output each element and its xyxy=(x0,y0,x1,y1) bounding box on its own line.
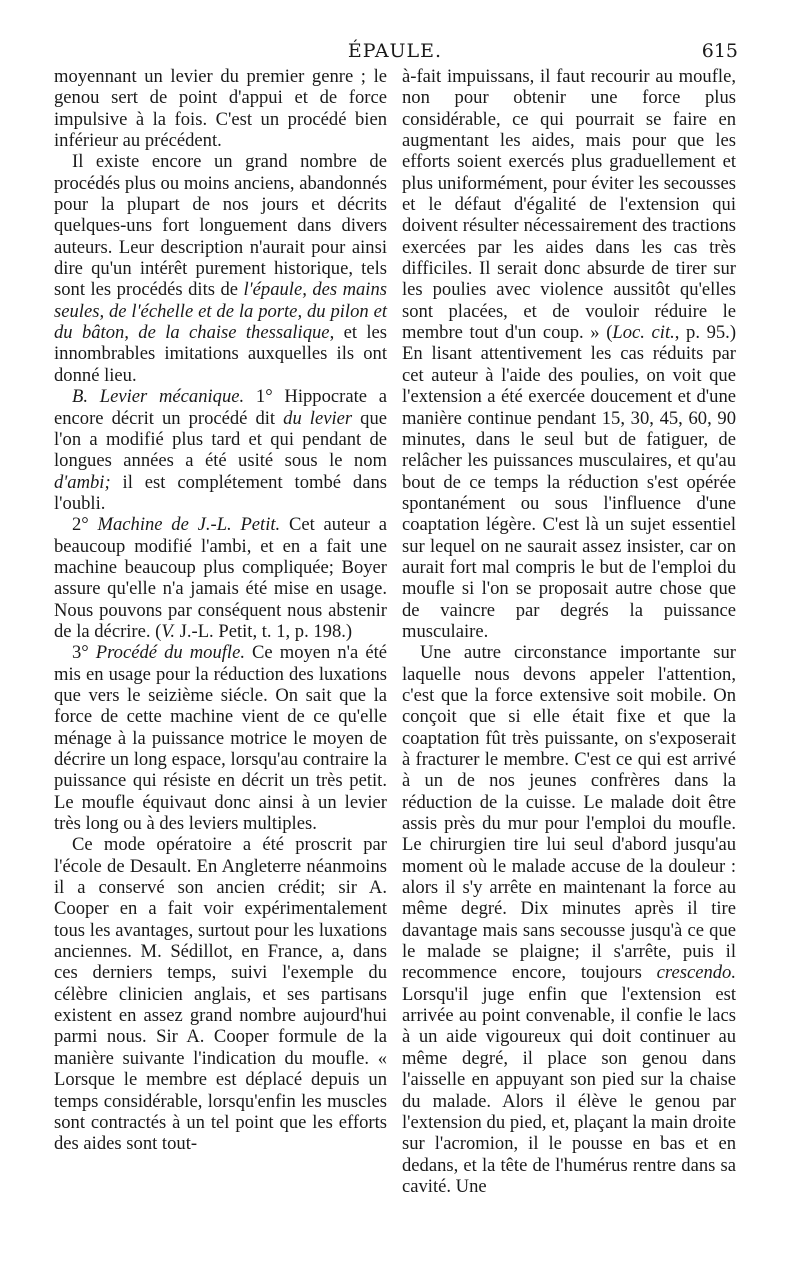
page-number: 615 xyxy=(701,40,738,62)
right-column xyxy=(402,66,736,1197)
left-column xyxy=(54,66,387,1155)
paragraph: Ce mode opératoire a été proscrit par l'école de Desault. En Angleterre néanmoins il a conservé son ancien crédit; sir A. Cooper en a fait voir expérimentalement tous les avantages, surtout pour les luxations anciennes. M. Sédillot, en France, a, dans ces derniers temps, suivi l'exemple du célèbre clinicien anglais, et ses partisans existent en assez grand nombre aujourd'hui parmi nous. Sir A. Cooper formule de la manière suivante l'indication du moufle. « Lorsque le membre est déplacé depuis un temps considérable, lorsqu'enfin les muscles sont contractés à un tel point que les efforts des aides sont tout- xyxy=(54,834,387,1155)
paragraph: Il existe encore un grand nombre de procédés plus ou moins anciens, abandonnés pour la plupart de nos jours et décrits quelques-uns fort longuement dans divers auteurs. Leur description n'aurait pour ainsi dire qu'un intérêt purement historique, tels sont les procédés dits de l'épaule, des mains seules, de l'échelle et de la porte, du pilon et du bâton, de la chaise thessalique, et les innombrables imitations auxquelles ils ont donné lieu. xyxy=(54,151,388,386)
paragraph: 2° Machine de J.-L. Petit. Cet auteur a beaucoup modifié l'ambi, et en a fait une machine beaucoup plus compliquée; Boyer assure qu'elle n'a jamais été mise en usage. Nous pouvons par conséquent nous abstenir de la décrire. (V. J.-L. Petit, t. 1, p. 198.) xyxy=(54,514,387,642)
page-header xyxy=(52,38,738,64)
paragraph: B. Levier mécanique. 1° Hippocrate a encore décrit un procédé dit du levier que l'on a modifié plus tard et qui pendant de longues années a été usité sous le nom d'ambi; il est complétement tombé dans l'oubli. xyxy=(54,386,387,514)
paragraph: à-fait impuissans, il faut recourir au moufle, non pour obtenir une force plus considérable, ce qui pourrait se faire en augmentant les aides, mais pour que les efforts soient exercés plus graduellement et plus uniformément, pour éviter les secousses et le défaut d'égalité de l'extension qui doivent résulter nécessairement des tractions exercées par les aides dans les cas très difficiles. Il serait donc absurde de tirer sur les poulies avec violence aussitôt qu'elles sont placées, et de vouloir réduire le membre tout d'un coup. » (Loc. cit., p. 95.) En lisant attentivement les cas réduits par cet auteur à l'aide des poulies, on voit que l'extension a été exercée doucement et d'une manière continue pendant 15, 30, 45, 60, 90 minutes, dans le seul but de fatiguer, de relâcher les puissances musculaires, et qu'au bout de ce temps la réduction s'est opérée spontanément ou sous l'influence d'une coaptation légère. C'est là un sujet essentiel sur lequel on ne saurait assez insister, car on aurait fort mal compris le but de l'emploi du moufle si l'on se proposait autre chose que de vaincre par degrés la puissance musculaire. xyxy=(402,66,737,642)
paragraph: Une autre circonstance importante sur laquelle nous devons appeler l'attention, c'est que la force extensive soit mobile. On conçoit que si elle était fixe et que la coaptation fût très puissante, on s'exposerait à fracturer le membre. C'est ce qui est arrivé à un de nos jeunes confrères dans la réduction de la cuisse. Le malade doit être assis près du mur pour l'emploi du moufle. Le chirurgien tire lui seul d'abord jusqu'au moment où le malade accuse de la douleur : alors il s'y arrête en maintenant la force au même degré. Dix minutes après il tire davantage mais sans secousse jusqu'à ce que le malade se plaigne; il s'arrête, puis il recommence encore, toujours crescendo. Lorsqu'il juge enfin que l'extension est arrivée au point convenable, il confie le lacs à un aide vigoureux qui doit continuer au même degré, il place son genou dans l'aisselle en appuyant son pied sur la chaise du malade. Alors il élève le genou par l'extension du pied, et, plaçant la main droite sur l'acromion, il le pousse en bas et en dedans, et la tête de l'humérus rentre dans sa cavité. Une xyxy=(402,642,736,1197)
paragraph: 3° Procédé du moufle. Ce moyen n'a été mis en usage pour la réduction des luxations que vers le seizième siécle. On sait que la force de cette machine vient de ce qu'elle ménage à la puissance motrice le moyen de décrire un long espace, lorsqu'au contraire la puissance qui résiste en décrit un très petit. Le moufle équivaut donc ainsi à un levier très long ou à des leviers multiples. xyxy=(54,642,387,835)
running-title: ÉPAULE. xyxy=(347,40,443,62)
paragraph: moyennant un levier du premier genre ; le genou sert de point d'appui et de force impulsive à la fois. C'est un procédé bien inférieur au précédent. xyxy=(54,66,387,152)
